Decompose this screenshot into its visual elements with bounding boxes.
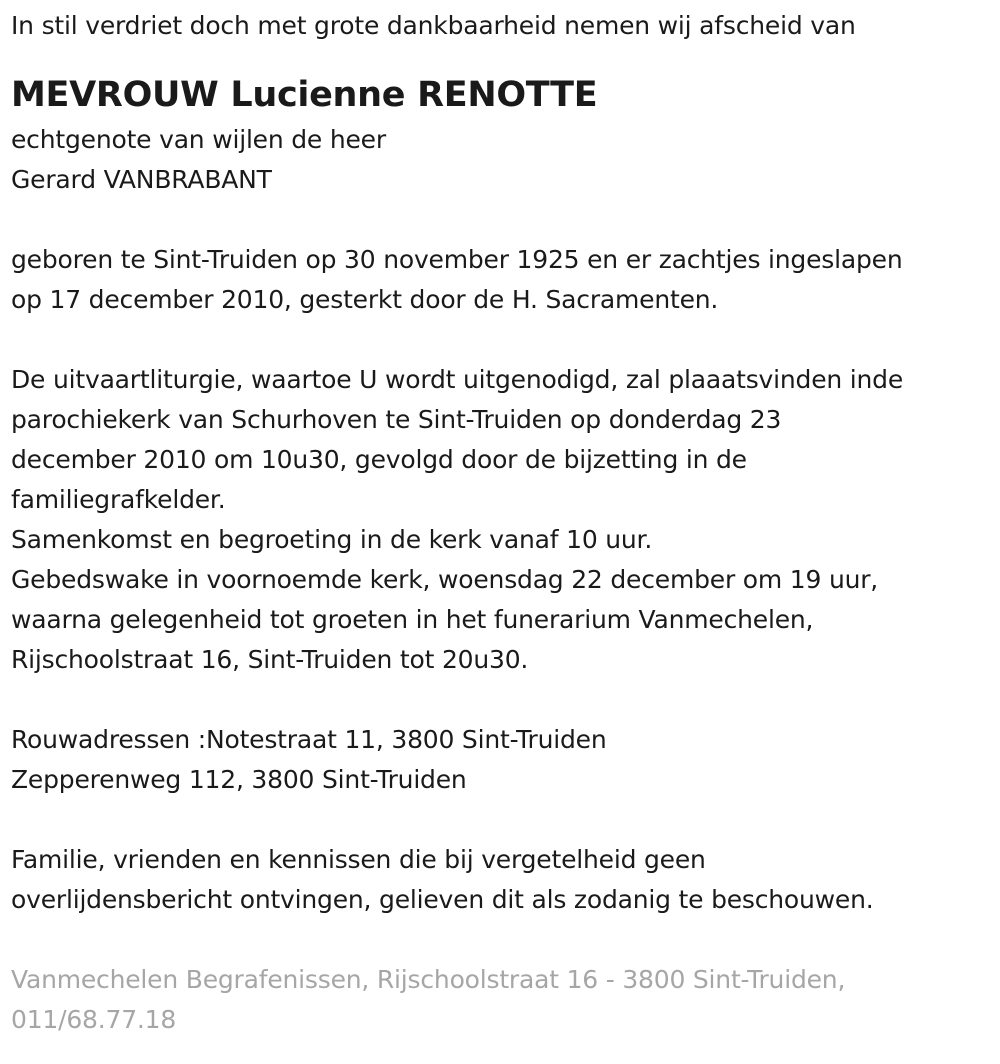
- birth-death-line: geboren te Sint-Truiden op 30 november 1925 en er zachtjes ingeslapen: [11, 245, 903, 274]
- spacer: [11, 200, 1000, 240]
- funeral-line: parochiekerk van Schurhoven te Sint-Truiden op donderdag 23: [11, 405, 782, 434]
- spacer: [11, 920, 1000, 960]
- funeral-line: Gebedswake in voornoemde kerk, woensdag 22 december om 19 uur,: [11, 565, 879, 594]
- spacer: [11, 680, 1000, 720]
- closing-line: overlijdensbericht ontvingen, gelieven dit als zodanig te beschouwen.: [11, 885, 874, 914]
- address-line: Rouwadressen :Notestraat 11, 3800 Sint-Truiden: [11, 725, 607, 754]
- birth-death-line: op 17 december 2010, gesterkt door de H. Sacramenten.: [11, 285, 719, 314]
- address-line: Zepperenweg 112, 3800 Sint-Truiden: [11, 765, 467, 794]
- spouse-line-2: Gerard VANBRABANT: [11, 165, 272, 194]
- closing-line: Familie, vrienden en kennissen die bij vergetelheid geen: [11, 845, 706, 874]
- funeral-line: Rijschoolstraat 16, Sint-Truiden tot 20u30.: [11, 645, 529, 674]
- spacer: [11, 800, 1000, 840]
- funeral-line: december 2010 om 10u30, gevolgd door de bijzetting in de: [11, 445, 747, 474]
- spacer: [11, 320, 1000, 360]
- funeral-home-footer: Vanmechelen Begrafenissen, Rijschoolstraat 16 - 3800 Sint-Truiden,: [11, 965, 846, 994]
- intro-text: In stil verdriet doch met grote dankbaarheid nemen wij afscheid van: [11, 11, 856, 40]
- spouse-line-1: echtgenote van wijlen de heer: [11, 125, 386, 154]
- deceased-name: MEVROUW Lucienne RENOTTE: [11, 75, 598, 115]
- funeral-line: waarna gelegenheid tot groeten in het funerarium Vanmechelen,: [11, 605, 814, 634]
- funeral-line: Samenkomst en begroeting in de kerk vanaf 10 uur.: [11, 525, 653, 554]
- funeral-line: familiegrafkelder.: [11, 485, 226, 514]
- funeral-home-phone: 011/68.77.18: [11, 1005, 177, 1034]
- spacer: [11, 46, 1000, 70]
- funeral-line: De uitvaartliturgie, waartoe U wordt uitgenodigd, zal plaaatsvinden inde: [11, 365, 904, 394]
